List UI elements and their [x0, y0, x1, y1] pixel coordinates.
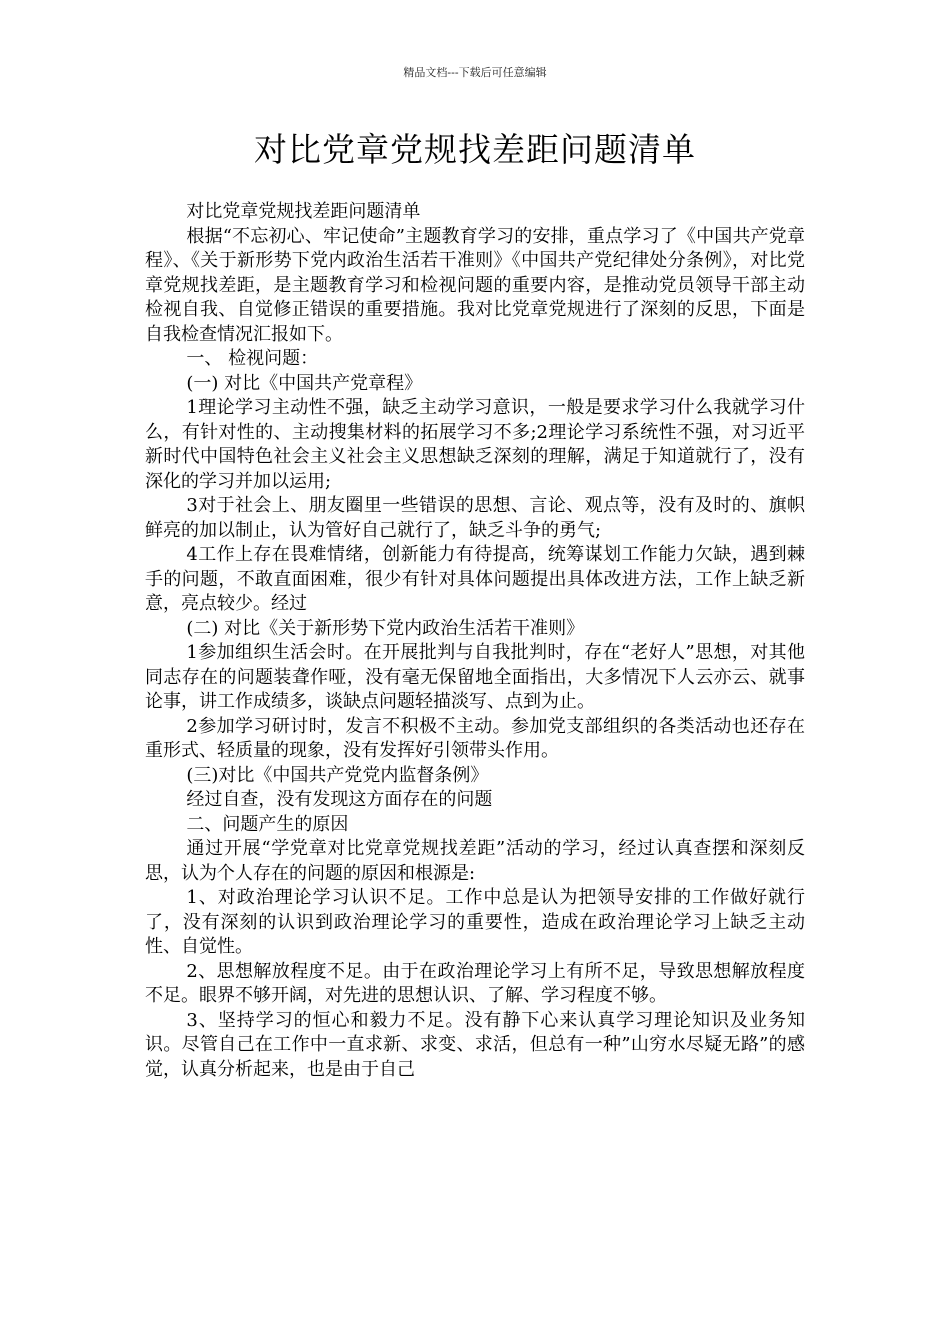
paragraph-item: 2参加学习研讨时，发言不积极不主动。参加党支部组织的各类活动也还存在重形式、轻质量的现象，没有发挥好引领带头作用。 [145, 715, 805, 761]
paragraph-item: 经过自查，没有发现这方面存在的问题 [186, 789, 493, 810]
paragraph-item: 2、思想解放程度不足。由于在政治理论学习上有所不足，导致思想解放程度不足。眼界不够开阔，对先进的思想认识、了解、学习程度不够。 [145, 960, 805, 1006]
header-note: 精品文档---下载后可任意编辑 [403, 66, 547, 79]
document-body [145, 200, 805, 1082]
paragraph-item: 3、坚持学习的恒心和毅力不足。没有静下心来认真学习理论知识及业务知识。尽管自己在工作中一直求新、求变、求活，但总有一种”山穷水尽疑无路”的感觉，认真分析起来，也是由于自己 [145, 1009, 805, 1080]
document-title: 对比党章党规找差距问题清单 [254, 130, 696, 169]
section-heading-2: 二、问题产生的原因 [186, 813, 349, 835]
paragraph-item: 1参加组织生活会时。在开展批判与自我批判时，存在“老好人”思想，对其他同志存在的问题装聋作哑，没有毫无保留地全面指出，大多情况下人云亦云、就事论事，讲工作成绩多，谈缺点问题轻描淡写、点到为止。 [145, 642, 805, 712]
section-heading-1: 一、 检视问题： [186, 348, 319, 369]
paragraph-intro: 根据“不忘初心、牢记使命”主题教育学习的安排，重点学习了《中国共产党章程》、《关于新形势下党内政治生活若干准则》《中国共产党纪律处分条例》，对比党章党规找差距，是主题教育学习和检视问题的重要内容，是推动党员领导干部主动检视自我、自觉修正错误的重要措施。我对比党章党规进行了深刻的反思，下面是自我检查情况汇报如下。 [145, 225, 805, 345]
paragraph-subtitle: 对比党章党规找差距问题清单 [186, 201, 421, 222]
subsection-heading-1: (一) 对比《中国共产党章程》 [186, 372, 423, 394]
paragraph-item: 3对于社会上、朋友圈里一些错误的思想、言论、观点等，没有及时的、旗帜鲜亮的加以制止，认为管好自己就行了，缺乏斗争的勇气; [145, 495, 805, 541]
subsection-heading-3: (三)对比《中国共产党党内监督条例》 [186, 764, 489, 786]
paragraph-item: 通过开展“学党章对比党章党规找差距”活动的学习，经过认真查摆和深刻反思，认为个人存在的问题的原因和根源是: [145, 838, 805, 884]
subsection-heading-2: (二) 对比《关于新形势下党内政治生活若干准则》 [186, 617, 585, 639]
paragraph-item: 4工作上存在畏难情绪，创新能力有待提高，统筹谋划工作能力欠缺，遇到棘手的问题，不敢直面困难，很少有针对具体问题提出具体改进方法，工作上缺乏新意，亮点较少。经过 [145, 544, 805, 614]
paragraph-item: 1理论学习主动性不强，缺乏主动学习意识，一般是要求学习什么我就学习什么，有针对性的、主动搜集材料的拓展学习不多;2理论学习系统性不强，对习近平新时代中国特色社会主义社会主义思想缺乏深刻的理解，满足于知道就行了，没有深化的学习并加以运用; [145, 397, 805, 492]
paragraph-item: 1、对政治理论学习认识不足。工作中总是认为把领导安排的工作做好就行了，没有深刻的认识到政治理论学习的重要性，造成在政治理论学习上缺乏主动性、自觉性。 [145, 887, 805, 957]
